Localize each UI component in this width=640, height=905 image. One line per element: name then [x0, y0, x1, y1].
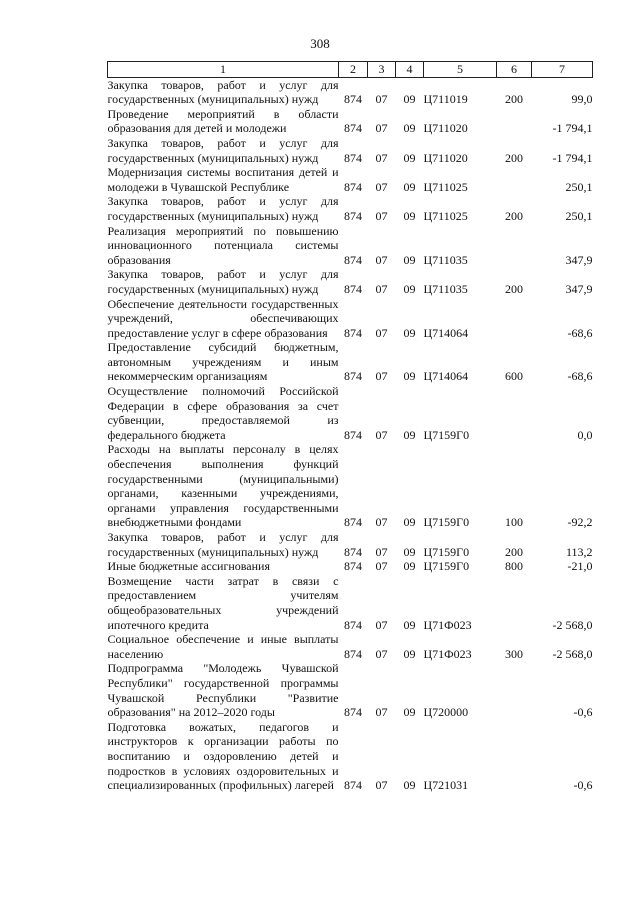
- ministry-code: 874: [344, 281, 362, 296]
- ministry-code: 874: [344, 705, 362, 720]
- item-name: Расходы на выплаты персоналу в целях обеспечения выполнения функций государственными (муниципальными) органами, казенными учреждениями, органами управления государственными внебюджетными фондами: [107, 442, 339, 530]
- item-name: Предоставление субсидий бюджетным, автономным учреждениям и иным некоммерческим организациям: [107, 340, 339, 384]
- amount: 99,0: [571, 92, 593, 107]
- item-name: Подготовка вожатых, педагогов и инструкторов к организации работы по воспитанию и оздоровлению детей и подростков в условиях оздоровительных и специализированных (профильных) лагерей: [107, 719, 339, 793]
- section-code: 07: [375, 427, 388, 442]
- expense-type-code: 200: [505, 150, 523, 165]
- amount: 347,9: [565, 281, 593, 296]
- ministry-code: 874: [344, 515, 362, 530]
- subsection-code: 09: [403, 617, 416, 632]
- column-header: 5: [424, 62, 497, 78]
- section-code: 07: [375, 325, 388, 340]
- target-article-code: Ц711019: [423, 92, 468, 107]
- table-row: [108, 267, 593, 296]
- section-code: 07: [375, 559, 388, 574]
- table-row: [108, 340, 593, 384]
- target-article-code: Ц71Ф023: [423, 646, 472, 661]
- subsection-code: 09: [403, 252, 416, 267]
- item-name: Закупка товаров, работ и услуг для государственных (муниципальных) нужд: [107, 135, 339, 165]
- target-article-code: Ц714064: [423, 325, 469, 340]
- table-row: [108, 574, 593, 632]
- section-code: 07: [375, 208, 388, 223]
- amount: -0,6: [573, 778, 593, 793]
- table-header-row: [108, 62, 593, 78]
- target-article-code: Ц711035: [423, 252, 468, 267]
- target-article-code: Ц7159Г0: [423, 515, 470, 530]
- table-row: [108, 632, 593, 661]
- section-code: 07: [375, 515, 388, 530]
- item-name: Реализация мероприятий по повышению инновационного потенциала системы образования: [107, 223, 339, 267]
- table-row: [108, 720, 593, 793]
- subsection-code: 09: [403, 427, 416, 442]
- amount: -2 568,0: [552, 646, 593, 661]
- subsection-code: 09: [403, 150, 416, 165]
- expense-type-code: 200: [505, 281, 523, 296]
- table-row: [108, 77, 593, 107]
- amount: -0,6: [573, 705, 593, 720]
- expense-type-code: [497, 574, 532, 632]
- subsection-code: 09: [403, 208, 416, 223]
- column-header: 7: [532, 62, 593, 78]
- section-code: 07: [375, 281, 388, 296]
- item-name: Закупка товаров, работ и услуг для государственных (муниципальных) нужд: [107, 77, 339, 107]
- ministry-code: 874: [344, 150, 362, 165]
- target-article-code: Ц711020: [423, 121, 468, 136]
- expense-type-code: [497, 384, 532, 442]
- expense-type-code: 200: [505, 544, 523, 559]
- target-article-code: Ц7159Г0: [423, 544, 470, 559]
- expense-type-code: [497, 297, 532, 341]
- item-name: Закупка товаров, работ и услуг для государственных (муниципальных) нужд: [107, 530, 339, 559]
- column-header: 6: [497, 62, 532, 78]
- subsection-code: 09: [403, 325, 416, 340]
- expense-type-code: [497, 661, 532, 719]
- amount: -1 794,1: [552, 121, 593, 136]
- amount: 113,2: [565, 544, 593, 559]
- table-row: [108, 384, 593, 442]
- item-name: Иные бюджетные ассигнования: [107, 559, 270, 574]
- section-code: 07: [375, 179, 388, 194]
- expense-type-code: 200: [505, 92, 523, 107]
- ministry-code: 874: [344, 325, 362, 340]
- subsection-code: 09: [403, 92, 416, 107]
- target-article-code: Ц711025: [423, 208, 468, 223]
- table-row: [108, 442, 593, 530]
- item-name: Осуществление полномочий Российской Федерации в сфере образования за счет субвенции, предоставляемой из федерального бюджета: [107, 384, 339, 442]
- target-article-code: Ц7159Г0: [423, 559, 470, 574]
- expense-type-code: [497, 224, 532, 268]
- subsection-code: 09: [403, 121, 416, 136]
- target-article-code: Ц721031: [423, 778, 469, 793]
- section-code: 07: [375, 705, 388, 720]
- item-name: Обеспечение деятельности государственных учреждений, обеспечивающих предоставление услуг в сфере образования: [107, 296, 339, 340]
- subsection-code: 09: [403, 559, 416, 574]
- item-name: Модернизация системы воспитания детей и молодежи в Чувашской Республике: [107, 165, 339, 194]
- section-code: 07: [375, 617, 388, 632]
- amount: -1 794,1: [552, 150, 593, 165]
- section-code: 07: [375, 544, 388, 559]
- subsection-code: 09: [403, 778, 416, 793]
- expense-type-code: [497, 165, 532, 194]
- column-header: 1: [108, 62, 339, 78]
- ministry-code: 874: [344, 646, 362, 661]
- expense-type-code: 100: [505, 515, 523, 530]
- expense-type-code: 600: [505, 369, 523, 384]
- table-row: [108, 194, 593, 223]
- section-code: 07: [375, 778, 388, 793]
- section-code: 07: [375, 252, 388, 267]
- target-article-code: Ц720000: [423, 705, 469, 720]
- expense-type-code: 800: [505, 559, 523, 574]
- target-article-code: Ц7159Г0: [423, 427, 470, 442]
- ministry-code: 874: [344, 778, 362, 793]
- subsection-code: 09: [403, 544, 416, 559]
- ministry-code: 874: [344, 559, 362, 574]
- section-code: 07: [375, 121, 388, 136]
- target-article-code: Ц71Ф023: [423, 617, 472, 632]
- section-code: 07: [375, 646, 388, 661]
- ministry-code: 874: [344, 179, 362, 194]
- target-article-code: Ц711025: [423, 179, 468, 194]
- amount: -68,6: [567, 325, 593, 340]
- section-code: 07: [375, 369, 388, 384]
- budget-table: [107, 61, 593, 793]
- ministry-code: 874: [344, 252, 362, 267]
- ministry-code: 874: [344, 121, 362, 136]
- column-header: 4: [396, 62, 424, 78]
- subsection-code: 09: [403, 705, 416, 720]
- item-name: Проведение мероприятий в области образования для детей и молодежи: [107, 106, 339, 136]
- target-article-code: Ц714064: [423, 369, 469, 384]
- amount: -68,6: [567, 369, 593, 384]
- table-row: [108, 297, 593, 341]
- table-row: [108, 224, 593, 268]
- ministry-code: 874: [344, 92, 362, 107]
- ministry-code: 874: [344, 427, 362, 442]
- amount: -2 568,0: [552, 617, 593, 632]
- section-code: 07: [375, 150, 388, 165]
- amount: 250,1: [565, 179, 593, 194]
- table-row: [108, 165, 593, 194]
- table-row: [108, 136, 593, 165]
- amount: 0,0: [577, 427, 593, 442]
- column-header: 2: [339, 62, 368, 78]
- expense-type-code: 300: [505, 646, 523, 661]
- item-name: Закупка товаров, работ и услуг для государственных (муниципальных) нужд: [107, 267, 339, 296]
- target-article-code: Ц711035: [423, 281, 468, 296]
- amount: -92,2: [567, 515, 593, 530]
- ministry-code: 874: [344, 617, 362, 632]
- item-name: Возмещение части затрат в связи с предоставлением учителям общеобразовательных учреждений ипотечного кредита: [107, 573, 339, 632]
- column-header: 3: [368, 62, 396, 78]
- ministry-code: 874: [344, 208, 362, 223]
- table-row: [108, 530, 593, 559]
- item-name: Закупка товаров, работ и услуг для государственных (муниципальных) нужд: [107, 194, 339, 223]
- subsection-code: 09: [403, 515, 416, 530]
- item-name: Социальное обеспечение и иные выплаты населению: [107, 632, 339, 661]
- section-code: 07: [375, 92, 388, 107]
- expense-type-code: [497, 720, 532, 793]
- ministry-code: 874: [344, 544, 362, 559]
- ministry-code: 874: [344, 369, 362, 384]
- target-article-code: Ц711020: [423, 150, 468, 165]
- table-row: [108, 107, 593, 136]
- subsection-code: 09: [403, 369, 416, 384]
- table-row: [108, 559, 593, 574]
- page-number: 308: [310, 36, 330, 51]
- expense-type-code: [497, 107, 532, 136]
- amount: 250,1: [565, 208, 593, 223]
- item-name: Подпрограмма "Молодежь Чувашской Республики" государственной программы Чувашской Республики "Развитие образования" на 2012–2020 годы: [107, 661, 339, 720]
- amount: 347,9: [565, 252, 593, 267]
- subsection-code: 09: [403, 179, 416, 194]
- subsection-code: 09: [403, 646, 416, 661]
- expense-type-code: 200: [505, 208, 523, 223]
- table-row: [108, 661, 593, 719]
- amount: -21,0: [567, 559, 593, 574]
- subsection-code: 09: [403, 281, 416, 296]
